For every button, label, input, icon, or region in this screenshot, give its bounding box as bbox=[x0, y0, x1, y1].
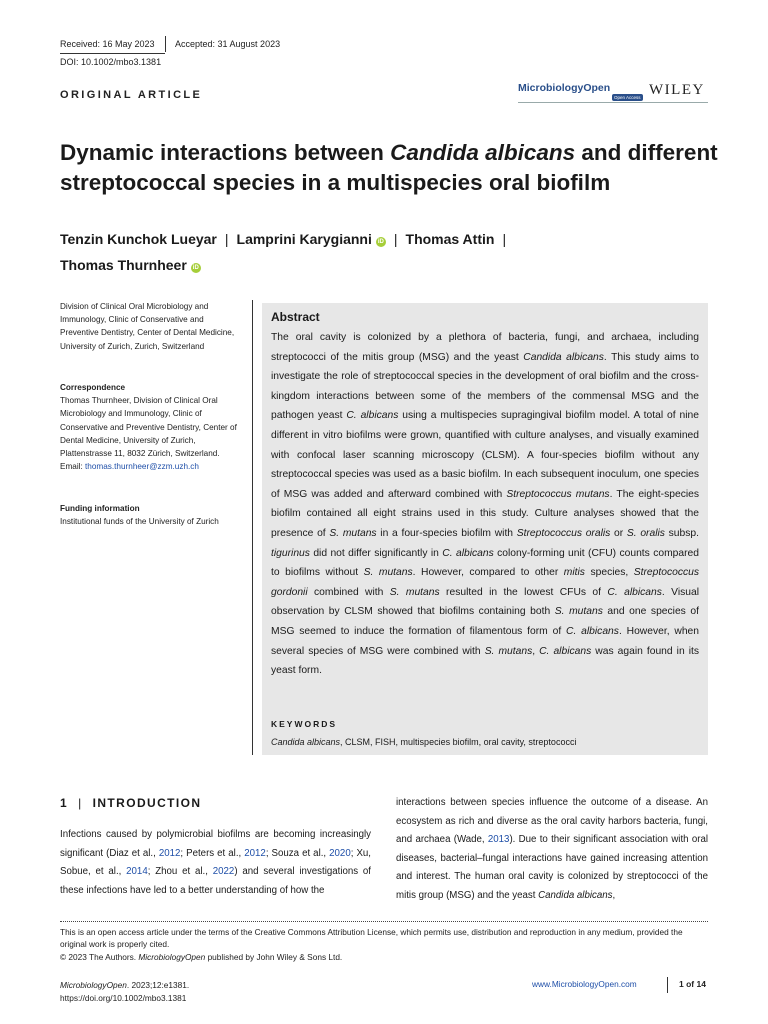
keywords-list: Candida albicans, CLSM, FISH, multispecies biofilm, oral cavity, streptococci bbox=[271, 737, 577, 747]
orcid-icon[interactable]: iD bbox=[192, 265, 199, 271]
keywords-heading: KEYWORDS bbox=[271, 719, 338, 729]
page-number: 1 of 14 bbox=[679, 979, 706, 989]
citation-link[interactable]: 2014 bbox=[126, 866, 148, 878]
orcid-icon[interactable]: iD bbox=[377, 239, 384, 245]
funding-block bbox=[60, 502, 240, 528]
affiliation: Division of Clinical Oral Microbiology and Immunology, Clinic of Conservative and Preventive Dentistry, Center of Dental Medicine, University of Zurich, Zurich, Switzerland bbox=[60, 302, 235, 351]
footer-divider-vertical bbox=[667, 977, 668, 993]
accepted-date: Accepted: 31 August 2023 bbox=[175, 39, 281, 49]
open-access-badge: Open Access bbox=[614, 95, 641, 100]
correspondence-text: Thomas Thurnheer, Division of Clinical Oral Microbiology and Immunology, Clinic of Conservative and Preventive Dentistry, Center of Dental Medicine, University of Zurich, Plattenstrasse 11, 8032 Zürich, Switzerland. bbox=[60, 396, 237, 459]
journal-site-link[interactable]: www.MicrobiologyOpen.com bbox=[532, 979, 637, 989]
footer-divider bbox=[60, 921, 708, 922]
header-rule bbox=[60, 53, 165, 54]
section-heading: 1 | INTRODUCTION bbox=[60, 796, 202, 810]
journal-logo[interactable]: MicrobiologyOpen bbox=[518, 82, 611, 94]
author-name[interactable]: Thomas Thurnheer bbox=[60, 257, 187, 273]
intro-left-column: Infections caused by polymicrobial biofilms are becoming increasingly significant (Diaz et al., 2012; Peters et al., 2012; Souza et al., 2020; Xu, Sobue, et al., 2014; Zhou et al., 2022) and several investigations of these infections have led to a better understanding of how the bbox=[60, 829, 371, 896]
email-link[interactable]: thomas.thurnheer@zzm.uzh.ch bbox=[85, 462, 199, 472]
received-date: Received: 16 May 2023 bbox=[60, 39, 155, 49]
correspondence-block: Correspondence Thomas Thurnheer, Division of Clinical Oral Microbiology and Immunology, Clinic of Conservative and Preventive Dentistry, Center of Dental Medicine, University of Zurich, Plattenstrasse 11, 8032 Zürich, Switzerland. Email: thomas.thurnheer@zzm.uzh.ch bbox=[60, 381, 240, 473]
funding-heading: Funding information bbox=[60, 504, 140, 513]
citation-link[interactable]: 2020 bbox=[329, 847, 351, 859]
citation-link[interactable]: 2022 bbox=[212, 866, 235, 878]
author-name[interactable]: Thomas Attin bbox=[405, 231, 495, 247]
abstract-text: The oral cavity is colonized by a plethora of bacteria, fungi, and archaea, including streptococci of the mitis group (MSG) and the yeast Candida albicans. This study aims to investigate the role of streptococcal species in the development of oral biofilm and the cross-kingdom interactions between some of the members of the commensal MSG and the pathogen yeast C. albicans using a multispecies supragingival biofilm model. A total of nine different in vitro biofilms were grown, quantified with culture analyses, and visually examined with confocal laser scanning microscopy (CLSM). A four-species biofilm without any streptococcal species was used as a basic biofilm. In each subsequent inoculum, one species of MSG was added and afterward combined with Streptococcus mutans. The eight-species biofilm contained all eight strains used in this study. Culture analyses showed that the presence of S. mutans in a four-species biofilm with Streptococcus oralis or S. oralis subsp. tigurinus did not differ significantly in C. albicans colony-forming unit (CFU) counts compared to biofilms without S. mutans. However, compared to other mitis species, Streptococcus gordonii combined with S. mutans resulted in the lowest CFUs of C. albicans. Visual observation by CLSM showed that biofilms containing both S. mutans and one species of MSG seemed to induce the formation of filamentous form of C. albicans. However, when several species of MSG were combined with S. mutans, C. albicans was again found in its yeast form. bbox=[271, 332, 700, 677]
article-title: Dynamic interactions between Candida albicans and different streptococcal species in a multispecies oral biofilm bbox=[60, 140, 718, 195]
license-notice: This is an open access article under the terms of the Creative Commons Attribution License, which permits use, distribution and reproduction in any medium, provided the original work is properly cited. © 2023 The Authors. MicrobiologyOpen published by John Wiley & Sons Ltd. bbox=[60, 927, 683, 962]
author-name[interactable]: Tenzin Kunchok Lueyar bbox=[60, 231, 217, 247]
correspondence-heading: Correspondence bbox=[60, 383, 126, 392]
publisher-logo[interactable]: WILEY bbox=[649, 82, 705, 98]
author-list: Tenzin Kunchok Lueyar | Lamprini Karygianni iD | Thomas Attin | Thomas Thurnheer iD bbox=[60, 231, 507, 273]
abstract-heading: Abstract bbox=[271, 310, 320, 324]
doi-url[interactable]: https://doi.org/10.1002/mbo3.1381 bbox=[60, 993, 187, 1003]
doi[interactable]: DOI: 10.1002/mbo3.1381 bbox=[60, 57, 162, 67]
intro-right-column: interactions between species influence the outcome of a disease. An ecosystem as rich and diverse as the oral cavity harbors bacteria, fungi, and archaea (Wade, 2013). Due to their significant association with oral diseases, bacterial–fungal interactions have gained increasing attention and interest. The human oral cavity is colonized by streptococci of the mitis group (MSG) and the yeast Candida albicans, bbox=[396, 797, 708, 901]
citation-link[interactable]: 2012 bbox=[158, 847, 181, 859]
citation-footer: MicrobiologyOpen. 2023;12:e1381. https://doi.org/10.1002/mbo3.1381 bbox=[60, 980, 190, 1003]
brand-rule bbox=[518, 102, 708, 103]
citation-link[interactable]: 2012 bbox=[244, 847, 266, 859]
header-divider bbox=[165, 36, 166, 52]
article-type: ORIGINAL ARTICLE bbox=[60, 89, 203, 101]
author-name[interactable]: Lamprini Karygianni bbox=[236, 231, 372, 247]
funding-text: Institutional funds of the University of Zurich bbox=[60, 517, 219, 527]
citation-link[interactable]: 2013 bbox=[487, 834, 510, 846]
abstract-rule bbox=[252, 300, 253, 755]
